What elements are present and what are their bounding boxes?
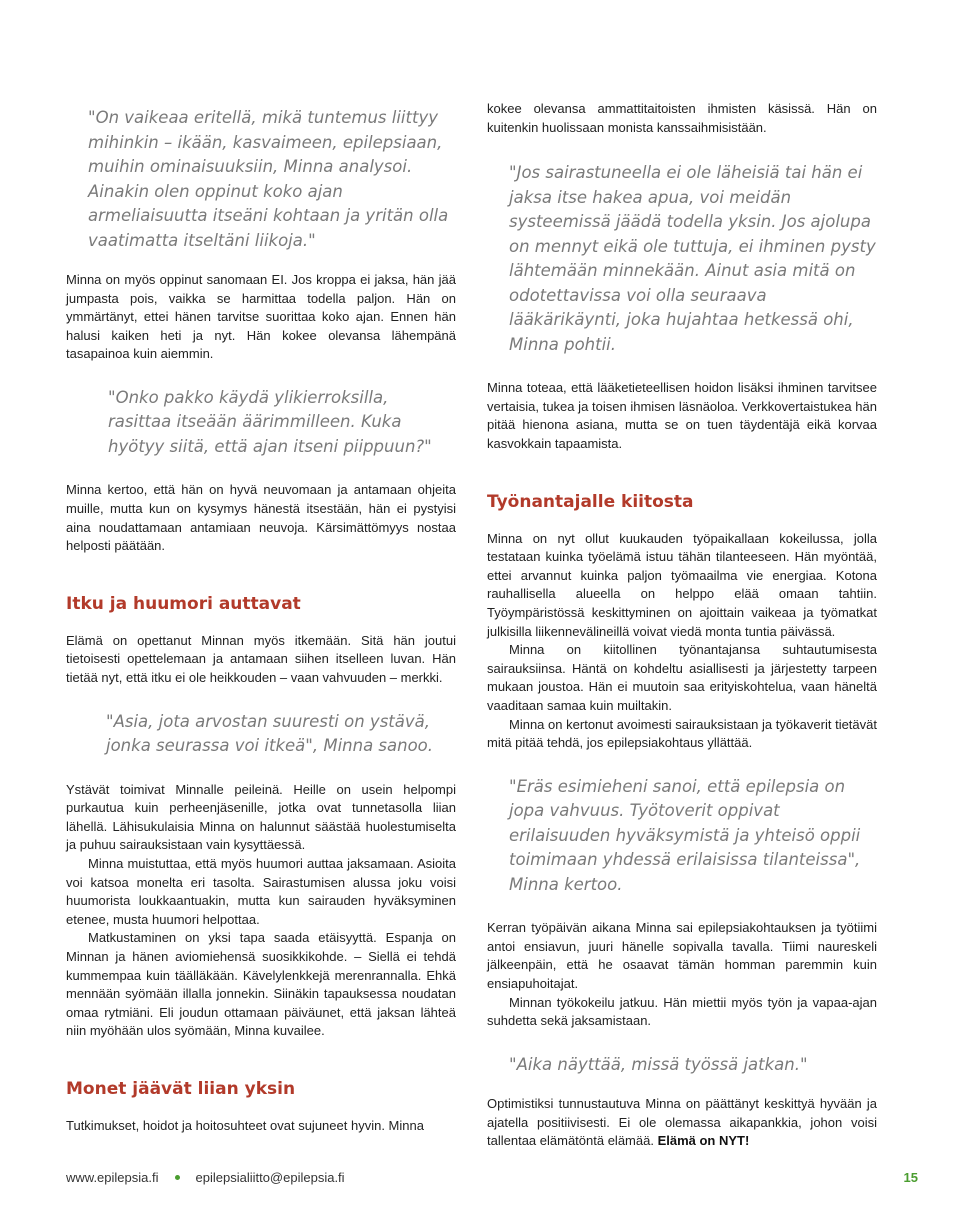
body-paragraph: Minna muistuttaa, että myös huumori auttaa jaksamaan. Asioita voi katsoa monelta eri tasolta. Sairastumisen alussa joku voisi huumorista loukkaantuakin, mutta kun sairauden hyväksyminen etenee, musta huumori helpottaa. [66, 856, 456, 927]
bullet-dot-icon [175, 1175, 180, 1180]
body-paragraph: Minna on myös oppinut sanomaan EI. Jos kroppa ei jaksa, hän jää jumpasta pois, vaikka se harmittaa todella paljon. Hän on ymmärtänyt, ettei hänen tarvitse suorittaa koko ajan. Ennen hän halusi kaiken heti ja nyt. Hän kokee olevansa lähempänä tasapainoa kuin aiemmin. [66, 272, 456, 362]
section-heading: Monet jäävät liian yksin [66, 1078, 296, 1099]
closing-emphasis: Elämä on NYT! [657, 1133, 750, 1149]
body-paragraph: Minna on kiitollinen työnantajansa suhtautumisesta sairauksiinsa. Häntä on kohdeltu asiallisesti ja järjestetty tarpeen mukaan joustoa. Hän ei muutoin saa erityiskohtelua, vaan häneltä vaaditaan samaa kuin muiltakin. [487, 642, 877, 713]
section-heading: Itku ja huumori auttavat [66, 593, 301, 614]
body-paragraph: Minna on nyt ollut kuukauden työpaikallaan kokeilussa, jolla testataan kuinka työelämä istuu tähän tilanteeseen. Hän myöntää, ettei arvannut kuinka paljon työmaailma vie energiaa. Kotona rauhallisella alueella on helppo elää omaan tahtiin. Työympäristössä keskittyminen on ajoittain vaikeaa ja työmatkat julkisilla liikennevälineillä voivat viedä monta tuntia päivässä. [487, 530, 877, 639]
pull-quote: "Eräs esimieheni sanoi, että epilepsia on jopa vahvuus. Työtoverit oppivat erilaisuuden hyväksymistä ja yhteisö oppii toimimaan yhdessä erilaisissa tilanteissa", Minna kertoo. [509, 776, 861, 894]
left-column [66, 100, 456, 1136]
body-paragraph: Minna toteaa, että lääketieteellisen hoidon lisäksi ihminen tarvitsee vertaisia, tukea ja toisen ihmisen läsnäoloa. Verkkovertaistukea hän pitää hienona asiana, mutta se on tuen täydentäjä eikä korvaa kasvokkain tapaamista. [487, 380, 877, 451]
body-paragraph: Tutkimukset, hoidot ja hoitosuhteet ovat sujuneet hyvin. Minna [66, 1117, 424, 1133]
body-paragraph [487, 1095, 877, 1151]
body-paragraph: Ystävät toimivat Minnalle peileinä. Heille on usein helpompi purkautua kuin perheenjäsenille, jotka ovat tunnetasolla liian lähellä. Lähisukulaisia Minna on halunnut säästää huolestumiselta ja puhuu sairauksistaan vain kysyttäessä. [66, 781, 456, 853]
pull-quote: "Onko pakko käydä ylikierroksilla, rasittaa itseään äärimmilleen. Kuka hyötyy siitä, että ajan itseni piippuun?" [108, 387, 432, 456]
email-link[interactable]: epilepsialiitto@epilepsia.fi [195, 1170, 345, 1185]
body-paragraph: Minna kertoo, että hän on hyvä neuvomaan ja antamaan ohjeita muille, mutta kun on kysymys hänestä itsestään, hän ei pystyisi aina noudattamaan antamiaan neuvoja. Kärsimättömyys nostaa helposti päätään. [66, 482, 456, 554]
body-paragraph: kokee olevansa ammattitaitoisten ihmisten käsissä. Hän on kuitenkin huolissaan monista kanssaihmisistään. [487, 101, 877, 135]
body-paragraph: Minnan työkokeilu jatkuu. Hän miettii myös työn ja vapaa-ajan suhdetta sekä jaksamistaan. [487, 994, 877, 1029]
pull-quote: "On vaikeaa eritellä, mikä tuntemus liittyy mihinkin – ikään, kasvaimeen, epilepsiaan, muihin ominaisuuksiin, Minna analysoi. Ainakin olen oppinut koko ajan armeliaisuutta itseäni kohtaan ja yritän olla vaatimatta itseltäni liikoja." [88, 108, 449, 250]
closing-text: Optimistiksi tunnustautuva Minna on päättänyt keskittyä hyvään ja ajatella positiivisesti. Ei ole olemassa aikapankkia, johon voisi tallentaa elämätöntä elämää. [487, 1096, 877, 1149]
pull-quote: "Asia, jota arvostan suuresti on ystävä, jonka seurassa voi itkeä", Minna sanoo. [106, 711, 434, 756]
body-paragraph: Elämä on opettanut Minnan myös itkemään. Sitä hän joutui tietoisesti opettelemaan ja antamaan siihen itselleen luvan. Hän tietää nyt, että itku ei ole heikkouden – vaan vahvuuden – merkki. [66, 632, 456, 686]
page-number: 15 [903, 1170, 918, 1185]
body-paragraph: Kerran työpäivän aikana Minna sai epilepsiakohtauksen ja työtiimi antoi ensiavun, juuri hänelle sopivalla tavalla. Tiimi naureskeli jälkeenpäin, että he osaavat tämän homman paremmin kuin ensiapuhoitajat. [487, 920, 877, 991]
pull-quote: "Jos sairastuneella ei ole läheisiä tai hän ei jaksa itse hakea apua, voi meidän systeemissä jäädä todella yksin. Jos ajolupa on mennyt eikä ole tuttuja, ei ihminen pysty lähtemään minnekään. Ainut asia mitä on odotettavissa voi olla seuraava lääkärikäynti, joka hujahtaa hetkessä ohi, Minna pohtii. [509, 163, 876, 354]
right-column [487, 100, 877, 1151]
pull-quote: "Aika näyttää, missä työssä jatkan." [509, 1054, 808, 1074]
body-paragraph: Minna on kertonut avoimesti sairauksistaan ja työkaverit tietävät mitä pitää tehdä, jos epilepsiakohtaus yllättää. [487, 716, 877, 751]
page-footer [66, 1170, 345, 1185]
website-link[interactable]: www.epilepsia.fi [66, 1170, 159, 1185]
body-paragraph: Matkustaminen on yksi tapa saada etäisyyttä. Espanja on Minnan ja hänen aviomiehensä suosikkikohde. – Siellä ei tehdä kummempaa kuin täälläkään. Kävelylenkkejä merenrannalla. Ehkä mennään syömään illalla jonnekin. Siinäkin tapauksessa noudatan omaa rytmiäni. Eli joudun ottamaan päiväunet, että jaksan lähteä niin myöhään ulos syömään, Minna kuvailee. [66, 930, 456, 1039]
section-heading: Työnantajalle kiitosta [487, 491, 694, 512]
